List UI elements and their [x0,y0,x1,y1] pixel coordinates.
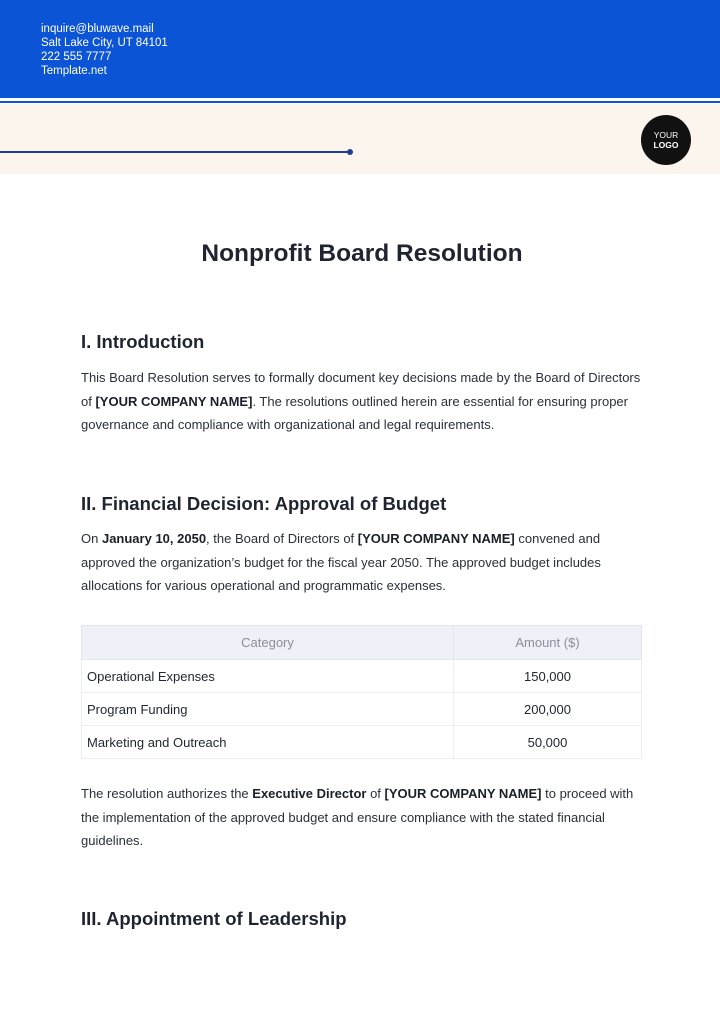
table-cell-amount: 150,000 [454,660,642,693]
accent-dot [347,149,353,155]
table-row [82,726,642,759]
company-name-placeholder: [YOUR COMPANY NAME] [384,786,542,801]
table-cell-amount: 50,000 [454,726,642,759]
company-name-placeholder: [YOUR COMPANY NAME] [357,531,515,546]
text-span: , the Board of Directors of [206,531,358,546]
column-header-amount: Amount ($) [454,626,642,660]
header-divider [0,101,720,103]
text-span: This Board Resolution serves to formally document key decisions made by the Board of Directors of [81,370,641,409]
contact-email: inquire@bluwave.mail [41,23,154,35]
executive-director-role: Executive Director [252,786,367,801]
table-row [82,693,642,726]
text-span: convened and approved the organization’s budget for the fiscal year 2050. The approved budget includes allocations for various operational and programmatic expenses. [81,531,601,593]
contact-info [41,22,168,78]
financial-decision-paragraph [81,527,646,598]
table-header-row [82,626,642,660]
text-span: . The resolutions outlined herein are essential for ensuring proper governance and compliance with organizational and legal requirements. [81,393,628,432]
contact-website: Template.net [41,65,107,77]
logo-line-1: YOUR [653,130,679,140]
company-logo [641,115,691,165]
table-cell-category: Marketing and Outreach [82,726,454,759]
table-cell-category: Operational Expenses [82,660,454,693]
contact-phone: 222 555 7777 [41,51,112,63]
document-title: Nonprofit Board Resolution [201,240,523,267]
text-span: of [366,786,385,801]
text-span: On [81,531,102,546]
table-cell-category: Program Funding [82,693,454,726]
accent-band [0,104,720,174]
section-heading-appointment: III. Appointment of Leadership [81,908,347,929]
budget-table [81,625,642,759]
header-bar [0,0,720,98]
company-name-placeholder: [YOUR COMPANY NAME] [95,393,253,409]
text-span: The resolution authorizes the [81,786,253,801]
meeting-date: January 10, 2050 [101,531,207,546]
authorization-paragraph [81,782,646,853]
introduction-paragraph [81,366,646,437]
column-header-category: Category [82,626,454,660]
contact-address: Salt Lake City, UT 84101 [41,37,168,49]
logo-line-2: LOGO [653,140,679,150]
section-heading-financial-decision: II. Financial Decision: Approval of Budget [81,493,447,514]
accent-line [0,151,349,153]
section-heading-introduction: I. Introduction [81,331,205,352]
table-cell-amount: 200,000 [454,693,642,726]
table-row [82,660,642,693]
text-span: to proceed with the implementation of the approved budget and ensure compliance with the stated financial guidelines. [81,786,634,848]
